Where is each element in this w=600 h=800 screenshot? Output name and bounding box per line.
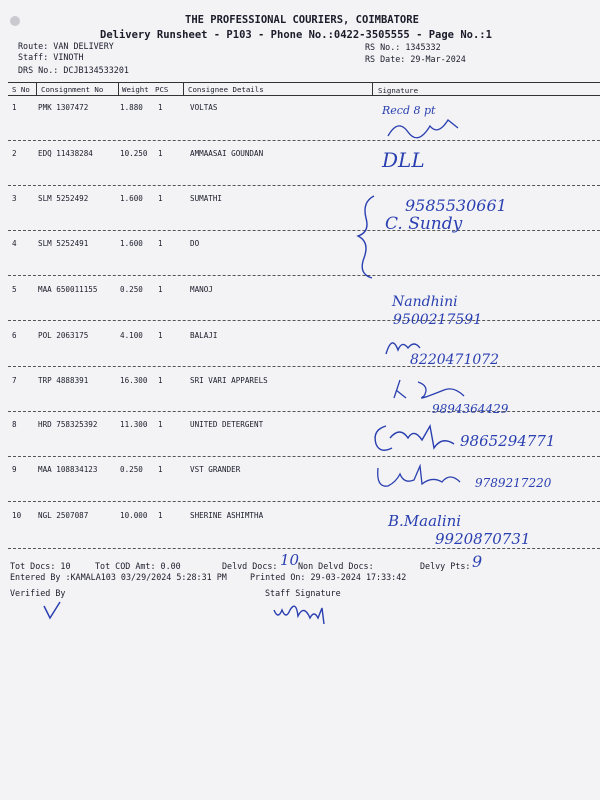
col-divider xyxy=(118,82,119,96)
total-docs: Tot Docs: 10 xyxy=(10,561,71,571)
row-weight: 1.600 xyxy=(120,194,143,203)
row-sno: 9 xyxy=(12,465,17,474)
col-consignment: Consignment No xyxy=(41,85,104,94)
handwritten-name: C. Sundy xyxy=(385,214,463,234)
delivery-points-count: 9 xyxy=(472,552,483,571)
verified-by-label: Verified By xyxy=(10,588,66,598)
handwritten-phone: 9865294771 xyxy=(460,432,556,450)
row-weight: 1.600 xyxy=(120,239,143,248)
handwritten-phone: 9894364429 xyxy=(432,402,509,416)
row-pcs: 1 xyxy=(158,331,163,340)
route-label: Route: VAN DELIVERY xyxy=(18,41,114,51)
delivery-points-label: Delvy Pts: xyxy=(420,561,471,571)
row-weight: 0.250 xyxy=(120,285,143,294)
row-pcs: 1 xyxy=(158,239,163,248)
row-pcs: 1 xyxy=(158,511,163,520)
row-separator xyxy=(8,275,600,276)
drs-number: DRS No.: DCJB134533201 xyxy=(18,65,129,75)
row-consignment: TRP 4888391 xyxy=(38,376,89,385)
row-sno: 8 xyxy=(12,420,17,429)
verifier-signature xyxy=(42,600,66,622)
row-sno: 2 xyxy=(12,149,17,158)
row-pcs: 1 xyxy=(158,194,163,203)
row-sno: 4 xyxy=(12,239,17,248)
row-separator xyxy=(8,411,600,412)
total-cod: Tot COD Amt: 0.00 xyxy=(95,561,181,571)
signature-scribble xyxy=(372,464,472,494)
row-consignment: PMK 1307472 xyxy=(38,103,89,112)
row-weight: 11.300 xyxy=(120,420,148,429)
non-delivered-docs-label: Non Delvd Docs: xyxy=(298,561,374,571)
row-consignment: NGL 2507087 xyxy=(38,511,89,520)
staff-signature-label: Staff Signature xyxy=(265,588,341,598)
row-separator xyxy=(8,548,600,549)
punch-hole xyxy=(10,16,20,26)
row-sno: 6 xyxy=(12,331,17,340)
row-pcs: 1 xyxy=(158,420,163,429)
row-pcs: 1 xyxy=(158,376,163,385)
row-consignment: MAA 650011155 xyxy=(38,285,98,294)
row-separator xyxy=(8,185,600,186)
row-consignee: SUMATHI xyxy=(190,194,223,203)
row-consignment: SLM 5252491 xyxy=(38,239,89,248)
row-sno: 3 xyxy=(12,194,17,203)
row-consignee: BALAJI xyxy=(190,331,218,340)
signature-scribble xyxy=(380,112,480,152)
handwritten-note: DLL xyxy=(382,148,425,172)
row-consignee: SRI VARI APPARELS xyxy=(190,376,268,385)
row-separator xyxy=(8,456,600,457)
delivered-docs-label: Delvd Docs: xyxy=(222,561,278,571)
signature-scribble xyxy=(368,420,463,456)
row-weight: 4.100 xyxy=(120,331,143,340)
staff-signature xyxy=(270,596,340,624)
row-separator xyxy=(8,366,600,367)
printed-on: Printed On: 29-03-2024 17:33:42 xyxy=(250,572,407,582)
company-name: THE PROFESSIONAL COURIERS, COIMBATORE xyxy=(185,14,419,26)
entered-by: Entered By :KAMALA103 03/29/2024 5:28:31 PM xyxy=(10,572,227,582)
row-consignment: SLM 5252492 xyxy=(38,194,89,203)
handwritten-phone: 8220471072 xyxy=(410,352,500,368)
row-consignee: DO xyxy=(190,239,200,248)
row-consignment: POL 2063175 xyxy=(38,331,89,340)
col-divider xyxy=(372,82,373,96)
row-pcs: 1 xyxy=(158,465,163,474)
table-header-rule xyxy=(8,95,600,96)
row-weight: 16.300 xyxy=(120,376,148,385)
handwritten-name: B.Maalini xyxy=(388,512,462,530)
col-consignee: Consignee Details xyxy=(188,85,264,94)
row-consignee: VST GRANDER xyxy=(190,465,241,474)
row-sno: 10 xyxy=(12,511,22,520)
handwritten-note: Recd 8 pt xyxy=(382,104,436,117)
staff-label: Staff: VINOTH xyxy=(18,52,84,62)
col-divider xyxy=(36,82,37,96)
col-divider xyxy=(183,82,184,96)
row-pcs: 1 xyxy=(158,103,163,112)
row-consignee: SHERINE ASHIMTHA xyxy=(190,511,264,520)
row-pcs: 1 xyxy=(158,149,163,158)
row-separator xyxy=(8,140,600,141)
row-sno: 5 xyxy=(12,285,17,294)
row-pcs: 1 xyxy=(158,285,163,294)
row-separator xyxy=(8,501,600,502)
row-separator xyxy=(8,320,600,321)
row-separator xyxy=(8,230,600,231)
col-pcs: PCS xyxy=(155,85,169,94)
row-weight: 10.250 xyxy=(120,149,148,158)
row-consignment: MAA 108834123 xyxy=(38,465,98,474)
handwritten-name: Nandhini xyxy=(392,294,458,310)
row-consignee: MANOJ xyxy=(190,285,213,294)
handwritten-phone: 9920870731 xyxy=(435,530,531,548)
row-sno: 1 xyxy=(12,103,17,112)
col-sno: S No xyxy=(12,85,30,94)
table-top-rule xyxy=(8,82,600,83)
row-consignment: HRD 758325392 xyxy=(38,420,98,429)
rs-number: RS No.: 1345332 xyxy=(365,42,441,52)
row-weight: 1.880 xyxy=(120,103,143,112)
handwritten-phone: 9500217591 xyxy=(393,312,483,328)
handwritten-phone: 9585530661 xyxy=(405,196,507,215)
handwritten-phone: 9789217220 xyxy=(475,476,552,490)
runsheet-subtitle: Delivery Runsheet - P103 - Phone No.:0422-3505555 - Page No.:1 xyxy=(100,29,492,41)
delivered-docs-count: 10 xyxy=(280,551,300,569)
row-consignee: VOLTAS xyxy=(190,103,218,112)
row-weight: 10.000 xyxy=(120,511,148,520)
signature-scribble xyxy=(388,374,478,404)
row-consignee: AMMAASAI GOUNDAN xyxy=(190,149,264,158)
row-consignee: UNITED DETERGENT xyxy=(190,420,264,429)
row-sno: 7 xyxy=(12,376,17,385)
row-consignment: EDQ 11438284 xyxy=(38,149,93,158)
rs-date: RS Date: 29-Mar-2024 xyxy=(365,54,466,64)
row-weight: 0.250 xyxy=(120,465,143,474)
col-weight: Weight xyxy=(122,85,149,94)
col-signature: Signature xyxy=(378,86,419,95)
bracket-mark xyxy=(352,192,382,282)
